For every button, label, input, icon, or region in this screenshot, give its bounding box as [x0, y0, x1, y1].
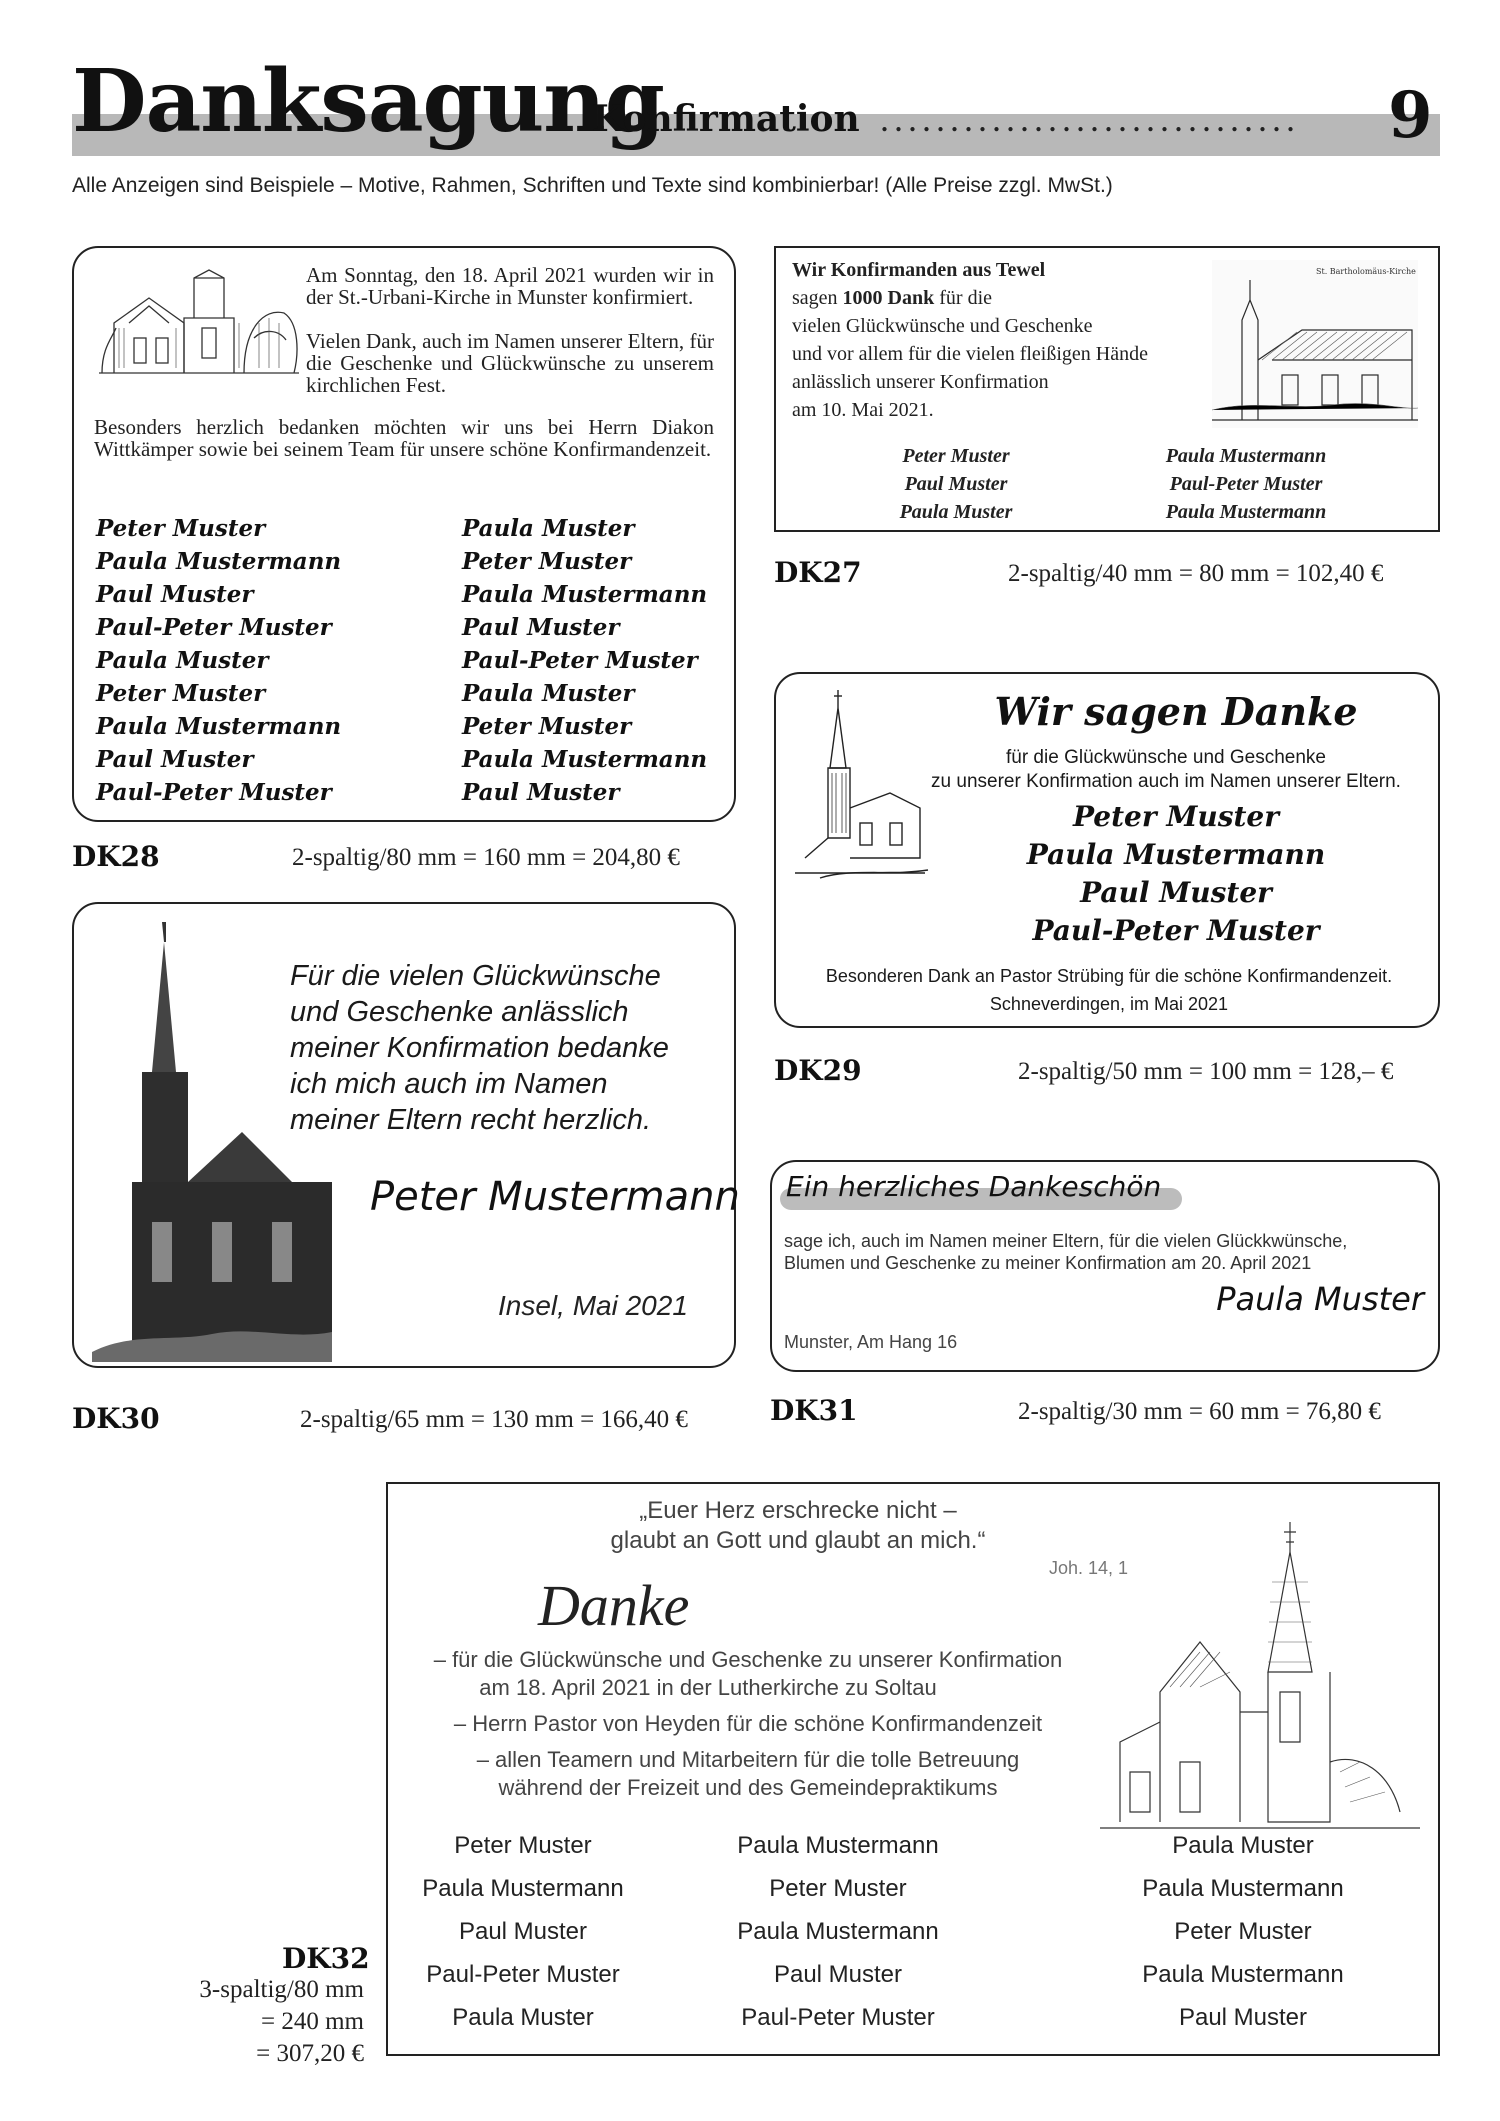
dk27-line4: und vor allem für die vielen fleißigen Hände	[792, 343, 1148, 365]
ad-dk27	[774, 246, 1440, 532]
name-item: Paul Muster	[1080, 876, 1272, 909]
dk30-line: ich mich auch im Namen	[290, 1068, 608, 1100]
name-item: Paul-Peter Muster	[96, 779, 332, 806]
dk31-code: DK31	[770, 1394, 858, 1427]
dk32-headline: Danke	[538, 1573, 690, 1638]
name-item: Paula Muster	[452, 2004, 594, 2031]
name-item: Paula Mustermann	[462, 581, 708, 608]
ad-dk31	[770, 1160, 1440, 1372]
name-item: Paul Muster	[96, 581, 254, 608]
dk30-price: 2-spaltig/65 mm = 130 mm = 166,40 €	[300, 1406, 688, 1433]
name-item: Paul Muster	[462, 614, 620, 641]
dk32-size-line1: 3-spaltig/80 mm	[199, 1976, 364, 2003]
intro-text: Alle Anzeigen sind Beispiele – Motive, Rahmen, Schriften und Texte sind kombinierbar! (Alle Preise zzgl. MwSt.)	[72, 174, 1113, 197]
dk30-message	[290, 958, 730, 1138]
dk28-text-intro: Am Sonntag, den 18. April 2021 wurden wir in der St.-Urbani-Kirche in Munster konfirmiert.	[306, 263, 714, 309]
name-item: Paula Muster	[1172, 1832, 1314, 1859]
name-item: Peter Muster	[96, 680, 266, 707]
name-item: Paul Muster	[1178, 2004, 1308, 2031]
name-item: Peter Muster	[902, 445, 1010, 467]
dk27-line2-bold: 1000 Dank	[842, 287, 935, 309]
name-item: Paula Muster	[462, 680, 635, 707]
church-drawing-image	[1212, 260, 1418, 428]
name-item: Paula Mustermann	[1026, 838, 1326, 871]
dk32-text-3: – Herrn Pastor von Heyden für die schöne Konfirmandenzeit	[453, 1711, 1043, 1736]
name-item: Paula Mustermann	[422, 1875, 624, 1902]
lutherkirche-drawing-image	[1100, 1522, 1420, 1838]
name-item: Peter Muster	[1174, 1918, 1312, 1945]
dk27-names-left	[856, 442, 1056, 526]
dk27-line6: am 10. Mai 2021.	[792, 399, 934, 421]
dk32-names-col1	[408, 1824, 638, 2039]
name-item: Peter Muster	[1073, 800, 1279, 833]
dk29-price: 2-spaltig/50 mm = 100 mm = 128,– €	[1018, 1058, 1394, 1085]
dk27-text	[792, 256, 1212, 424]
dk29-footer-thanks: Besonderen Dank an Pastor Strübing für die schöne Konfirmandenzeit.	[825, 966, 1393, 986]
dk30-place: Insel, Mai 2021	[498, 1290, 688, 1321]
dk32-size-line2: = 240 mm	[261, 2008, 364, 2035]
name-item: Paul-Peter Muster	[96, 614, 332, 641]
dk32-text-4: – allen Teamern und Mitarbeitern für die tolle Betreuung	[476, 1747, 1020, 1772]
dk29-headline: Wir sagen Danke	[994, 689, 1358, 734]
name-item: Paul Muster	[462, 779, 620, 806]
dk29-names	[926, 798, 1426, 950]
name-item: Paula Muster	[462, 515, 635, 542]
dk31-line1: sage ich, auch im Namen meiner Eltern, für die vielen Glückkwünsche,	[784, 1231, 1348, 1251]
name-item: Paula Muster	[96, 647, 269, 674]
dk29-footer-place: Schneverdingen, im Mai 2021	[989, 994, 1229, 1014]
name-item: Paula Mustermann	[1165, 445, 1327, 467]
dk32-quote-line1: „Euer Herz erschrecke nicht –	[639, 1497, 957, 1524]
name-item: Paul Muster	[773, 1961, 903, 1988]
name-item: Paula Mustermann	[96, 713, 342, 740]
name-item: Paula Mustermann	[1142, 1875, 1344, 1902]
dk27-code: DK27	[774, 556, 862, 589]
dk32-text-2: am 18. April 2021 in der Lutherkirche zu Soltau	[479, 1675, 937, 1700]
dk31-signature: Paula Muster	[1216, 1280, 1424, 1318]
dk30-line: Für die vielen Glückwünsche	[290, 960, 661, 992]
name-item: Peter Muster	[462, 548, 632, 575]
dk31-address: Munster, Am Hang 16	[784, 1332, 958, 1352]
church-drawing-svg	[1212, 260, 1418, 428]
church-drawing-caption: St. Bartholomäus-Kirche	[1316, 267, 1416, 276]
dk27-price: 2-spaltig/40 mm = 80 mm = 102,40 €	[1008, 560, 1384, 587]
dk28-text-special: Besonders herzlich bedanken möchten wir uns bei Herrn Diakon Wittkämper sowie bei seinem Team für unsere schöne Konfirmandenzeit.	[94, 415, 714, 461]
dk30-code: DK30	[72, 1402, 160, 1435]
name-item: Peter Muster	[769, 1875, 907, 1902]
dk30-line: meiner Eltern recht herzlich.	[290, 1104, 652, 1136]
dk30-line: und Geschenke anlässlich	[290, 996, 629, 1028]
dk27-line3: vielen Glückwünsche und Geschenke	[792, 315, 1093, 337]
dk29-line2: zu unserer Konfirmation auch im Namen unserer Eltern.	[931, 771, 1401, 792]
ad-dk32	[386, 1482, 1440, 2056]
dk32-quote-ref: Joh. 14, 1	[1048, 1558, 1128, 1578]
name-item: Peter Muster	[96, 515, 266, 542]
dk28-names-left	[96, 512, 341, 809]
name-item: Paul-Peter Muster	[426, 1961, 620, 1988]
name-item: Paul-Peter Muster	[462, 647, 698, 674]
name-item: Paula Muster	[899, 501, 1013, 523]
page-title: Danksagung	[72, 51, 664, 152]
dk29-code: DK29	[774, 1054, 862, 1087]
name-item: Paula Mustermann	[462, 746, 708, 773]
name-item: Paula Mustermann	[96, 548, 342, 575]
dk32-names-col3	[1108, 1824, 1378, 2039]
dk27-line2-pre: sagen	[792, 287, 843, 309]
name-item: Paul-Peter Muster	[1032, 914, 1320, 947]
name-item: Paula Mustermann	[737, 1918, 939, 1945]
dk31-line2: Blumen und Geschenke zu meiner Konfirmation am 20. April 2021	[784, 1253, 1312, 1273]
ad-dk28	[72, 246, 736, 822]
dk32-quote-line2: glaubt an Gott und glaubt an mich.“	[610, 1527, 986, 1554]
dk28-names-right	[462, 512, 707, 809]
dk30-signature: Peter Mustermann	[370, 1174, 740, 1220]
dk27-line2-post: für die	[934, 287, 993, 309]
dk30-line: meiner Konfirmation bedanke	[290, 1032, 669, 1064]
dk31-price: 2-spaltig/30 mm = 60 mm = 76,80 €	[1018, 1398, 1381, 1425]
name-item: Peter Muster	[462, 713, 632, 740]
page-subtitle: Konfirmation	[592, 98, 860, 140]
name-item: Paula Mustermann	[1165, 501, 1327, 523]
name-item: Peter Muster	[454, 1832, 592, 1859]
dk27-line5: anlässlich unserer Konfirmation	[792, 371, 1049, 393]
name-item: Paul Muster	[458, 1918, 588, 1945]
dk27-names-right	[1136, 442, 1356, 526]
dk31-headline: Ein herzliches Dankeschön	[786, 1170, 1162, 1203]
dk29-line1: für die Glückwünsche und Geschenke	[1005, 747, 1326, 768]
dk28-text-thanks: Vielen Dank, auch im Namen unserer Eltern, für die Geschenke und Glückwünsche zu unserem kirchlichen Fest.	[306, 329, 714, 397]
header-dots: ..............................	[880, 99, 1300, 139]
dk32-text-5: während der Freizeit und des Gemeindepraktikums	[498, 1775, 998, 1800]
page-number: 9	[1388, 78, 1433, 153]
name-item: Paul-Peter Muster	[741, 2004, 935, 2031]
name-item: Paul Muster	[96, 746, 254, 773]
dk32-text-1: – für die Glückwünsche und Geschenke zu unserer Konfirmation	[433, 1647, 1063, 1672]
name-item: Paula Mustermann	[737, 1832, 939, 1859]
name-item: Paula Mustermann	[1142, 1961, 1344, 1988]
dk32-size-line3: = 307,20 €	[256, 2040, 364, 2067]
ad-dk30	[72, 902, 740, 1368]
ad-dk29	[774, 672, 1440, 1028]
church-sketch-image	[94, 268, 304, 378]
dk27-title: Wir Konfirmanden aus Tewel	[792, 259, 1046, 281]
dk27-line2	[792, 284, 1212, 312]
dk28-price: 2-spaltig/80 mm = 160 mm = 204,80 €	[292, 844, 680, 871]
name-item: Paul Muster	[904, 473, 1008, 495]
dk28-code: DK28	[72, 840, 160, 873]
dk32-code: DK32	[282, 1942, 370, 1975]
dk32-names-col2	[718, 1824, 958, 2039]
name-item: Paul-Peter Muster	[1169, 473, 1323, 495]
